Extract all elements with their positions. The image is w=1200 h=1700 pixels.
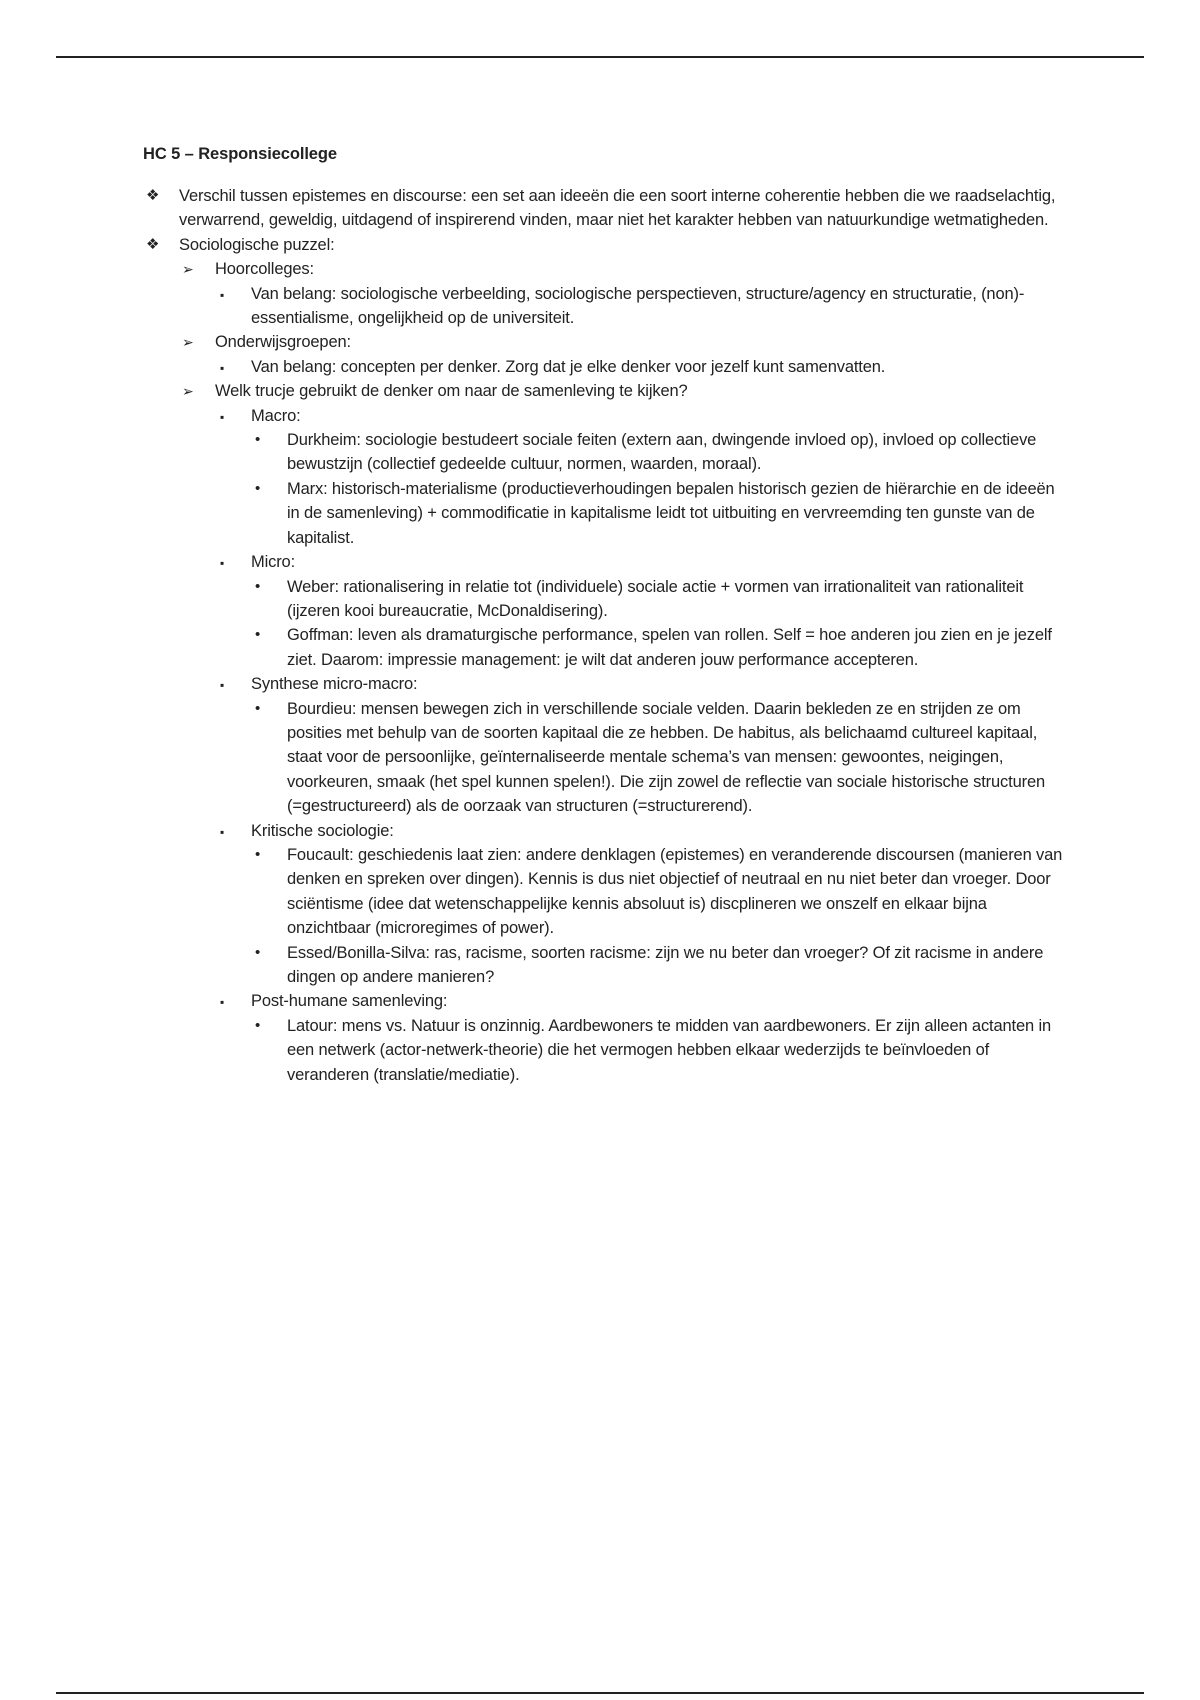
list-item (143, 355, 1068, 379)
list-item-text: Synthese micro-macro: (251, 675, 418, 694)
square-bullet-icon: ▪ (220, 360, 225, 375)
sub-list (179, 257, 1068, 1087)
list-item-text: Post-humane samenleving: (251, 992, 448, 1011)
list-item (143, 989, 1068, 1087)
square-bullet-icon: ▪ (220, 678, 225, 693)
square-bullet-icon: ▪ (220, 287, 225, 302)
sub-list (251, 428, 1068, 550)
header-rule (56, 56, 1144, 58)
list-item (143, 184, 1068, 233)
dot-bullet-icon: • (255, 431, 261, 449)
sub-list (251, 575, 1068, 673)
arrow-bullet-icon: ➢ (182, 261, 194, 278)
sub-list (215, 355, 1068, 379)
sub-list (251, 843, 1068, 989)
list-item-text: Verschil tussen epistemes en discourse: een set aan ideeën die een soort interne coherentie hebben die we raadselachtig, verwarrend, geweldig, uitdagend of inspirerend vinden, maar niet het karakter hebben van natuurkundige wetmatigheden. (179, 187, 1056, 230)
list-item (143, 379, 1068, 1087)
list-item-text: Durkheim: sociologie bestudeert sociale feiten (extern aan, dwingende invloed op), invloed op collectieve bewustzijn (collectief gedeelde cultuur, normen, waarden, moraal). (287, 431, 1037, 474)
notes-body (143, 184, 1068, 1087)
list-item (143, 550, 1068, 672)
footer-rule (56, 1692, 1144, 1694)
list-item (143, 623, 1068, 672)
list-item (143, 477, 1068, 550)
list-item (143, 575, 1068, 624)
sub-list (251, 1014, 1068, 1087)
list-item-text: Weber: rationalisering in relatie tot (individuele) sociale actie + vormen van irrationaliteit van rationaliteit (ijzeren kooi bureaucratie, McDonaldisering). (287, 577, 1024, 620)
dot-bullet-icon: • (255, 943, 261, 961)
list-item-text: Onderwijsgroepen: (215, 333, 351, 352)
dot-bullet-icon: • (255, 479, 261, 497)
list-item-text: Essed/Bonilla-Silva: ras, racisme, soorten racisme: zijn we nu beter dan vroeger? Of zit racisme in andere dingen op andere manieren? (287, 943, 1044, 986)
list-item-text: Van belang: concepten per denker. Zorg dat je elke denker voor jezelf kunt samenvatten. (251, 357, 886, 376)
list-item-text: Marx: historisch-materialisme (productieverhoudingen bepalen historisch gezien de hiërarchie en de ideeën in de samenleving) + commodificatie in kapitalisme leidt tot uitbuiting en vervreemding ten gunste van de kapitalist. (287, 479, 1055, 547)
list-item-text: Hoorcolleges: (215, 260, 314, 279)
list-item-text: Micro: (251, 553, 296, 572)
list-item (143, 1014, 1068, 1087)
list-item-text: Welk trucje gebruikt de denker om naar de samenleving te kijken? (215, 382, 688, 401)
list-item (143, 819, 1068, 990)
sub-list (215, 404, 1068, 1087)
document-title: HC 5 – Responsiecollege (143, 145, 337, 163)
list-item (143, 672, 1068, 818)
list-item (143, 941, 1068, 990)
list-item (143, 697, 1068, 819)
square-bullet-icon: ▪ (220, 409, 225, 424)
sub-list (251, 697, 1068, 819)
list-item (143, 428, 1068, 477)
square-bullet-icon: ▪ (220, 556, 225, 571)
bullet-list (143, 184, 1068, 1087)
list-item (143, 257, 1068, 330)
dot-bullet-icon: • (255, 626, 261, 644)
square-bullet-icon: ▪ (220, 824, 225, 839)
square-bullet-icon: ▪ (220, 995, 225, 1010)
list-item (143, 404, 1068, 550)
arrow-bullet-icon: ➢ (182, 383, 194, 400)
diamond-bullet-icon: ❖ (146, 187, 160, 204)
dot-bullet-icon: • (255, 1016, 261, 1034)
arrow-bullet-icon: ➢ (182, 334, 194, 351)
list-item-text: Macro: (251, 406, 301, 425)
list-item-text: Latour: mens vs. Natuur is onzinnig. Aardbewoners te midden van aardbewoners. Er zijn alleen actanten in een netwerk (actor-netwerk-theorie) die het vermogen hebben elkaar wederzijds te beïnvloeden of veranderen (translatie/mediatie). (287, 1016, 1052, 1084)
dot-bullet-icon: • (255, 577, 261, 595)
list-item-text: Kritische sociologie: (251, 821, 394, 840)
list-item (143, 282, 1068, 331)
list-item-text: Goffman: leven als dramaturgische performance, spelen van rollen. Self = hoe anderen jou zien en je jezelf ziet. Daarom: impressie management: je wilt dat anderen jouw performance accepteren. (287, 626, 1052, 669)
list-item (143, 330, 1068, 379)
list-item-text: Bourdieu: mensen bewegen zich in verschillende sociale velden. Daarin bekleden ze en strijden ze om posities met behulp van de soorten kapitaal die ze hebben. De habitus, als belichaamd cultureel kapitaal, staat voor de persoonlijke, geïnternaliseerde mentale schema’s van mensen: gewoontes, neigingen, voorkeuren, smaak (het spel kunnen spelen!). Die zijn zowel de reflectie van sociale historische structuren (=gestructureerd) als de oorzaak van structuren (=structurerend). (287, 699, 1046, 816)
diamond-bullet-icon: ❖ (146, 235, 160, 253)
list-item-text: Sociologische puzzel: (179, 235, 335, 254)
sub-list (215, 282, 1068, 331)
list-item-text: Foucault: geschiedenis laat zien: andere denklagen (epistemes) en veranderende discoursen (manieren van denken en spreken over dingen). Kennis is dus niet objectief of neutraal en nu niet beter dan vroeger. Door sciëntisme (idee dat wetenschappelijke kennis absoluut is) discplineren we onszelf en elkaar bijna onzichtbaar (microregimes of power). (287, 845, 1063, 938)
list-item (143, 843, 1068, 941)
list-item (143, 233, 1068, 1087)
list-item-text: Van belang: sociologische verbeelding, sociologische perspectieven, structure/agency en structuratie, (non)-essentialisme, ongelijkheid op de universiteit. (251, 284, 1025, 328)
dot-bullet-icon: • (255, 699, 261, 717)
dot-bullet-icon: • (255, 845, 261, 863)
